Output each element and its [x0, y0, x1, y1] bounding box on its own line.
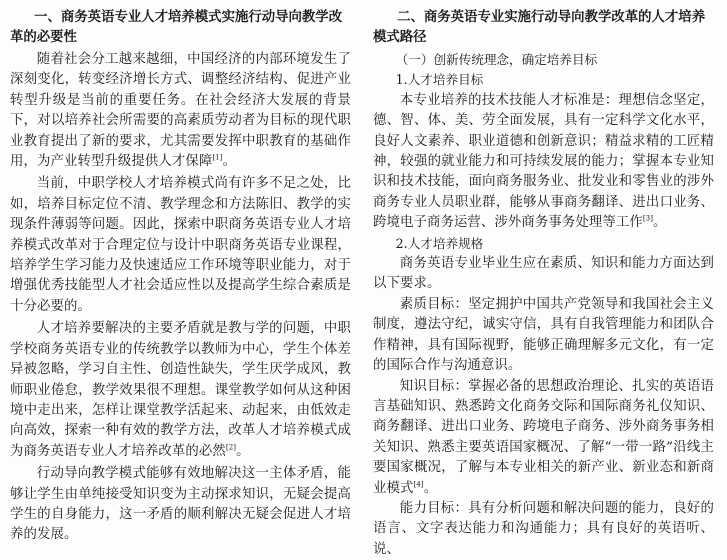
paragraph: 当前，中职学校人才培养模式尚有许多不足之处，比如，培养目标定位不清、教学理念和方法陈旧、教学的实现条件薄弱等问题。因此，探索中职商务英语专业人才培养模式改革对于合理定位与设计中职商务英语专业课程，培养学生学习能力及快速适应工作环境等职业能力，对于增强优秀技能型人才社会适应性以及提高学生综合素质是十分必要的。 [10, 176, 351, 314]
subheading: 2.人才培养规格 [395, 235, 484, 251]
citation-ref: [2] [225, 443, 237, 452]
paragraph: 本专业培养的技术技能人才标准是：理想信念坚定，德、智、体、美、劳全面发展，具有一定科学文化水平，良好人文素养、职业道德和创新意识；精益求精的工匠精神，较强的就业能力和可持续发展的能力；掌握本专业知识和技术技能，面向商务服务业、批发业和零售业的涉外商务专业人员职业群，能够从事商务翻译、进出口业务、跨境电子商务运营、涉外商务事务处理等工作[3]。 [373, 92, 714, 231]
paragraph: 知识目标：掌握必备的思想政治理论、扎实的英语语言基础知识、熟悉跨文化商务交际和国际商务礼仪知识、商务翻译、进出口业务、跨境电子商务、涉外商务事务相关知识、熟悉主要英语国家概况、了解“一带一路”沿线主要国家概况，了解与本专业相关的新产业、新业态和新商业模式[4]。 [373, 378, 714, 496]
subheading: （一）创新传统理念，确定培养目标 [395, 52, 598, 67]
paragraph: 素质目标：坚定拥护中国共产党领导和我国社会主义制度，遵法守纪，诚实守信，具有自我管理能力和团队合作精神，具有国际视野，能够正确理解多元文化，有一定的国际合作与沟通意识。 [373, 296, 714, 374]
citation-ref: [1] [212, 153, 223, 162]
subheading: 1.人才培养目标 [395, 72, 484, 88]
citation-ref: [4] [413, 480, 424, 489]
paragraph: 能力目标：具有分析问题和解决问题的能力，良好的语言、文字表达能力和沟通能力；具有良好的英语听、说、 [373, 500, 714, 557]
left-column [10, 8, 351, 543]
paragraph: 行动导向教学模式能够有效地解决这一主体矛盾，能够让学生由单纯接受知识变为主动探求知识，无疑会提高学生的自身能力，这一矛盾的顺利解决无疑会促进人才培养的发展。 [10, 466, 351, 543]
citation-ref: [3] [642, 214, 654, 223]
section-heading-2: 二、商务英语专业实施行动导向教学改革的人才培养模式路径 [373, 10, 706, 45]
paragraph: 随着社会分工越来越细，中国经济的内部环境发生了深刻变化，转变经济增长方式、调整经济结构、促进产业转型升级是当前的重要任务。在社会经济大发展的背景下，对以培养社会所需要的高素质劳动者为目标的现代职业教育提出了新的要求，尤其需要发挥中职教育的基础作用，为产业转型升级提供人才保障[1]。 [10, 52, 351, 170]
paragraph: 商务英语专业毕业生应在素质、知识和能力方面达到以下要求。 [373, 256, 714, 292]
right-column [373, 8, 714, 557]
paragraph: 人才培养要解决的主要矛盾就是教与学的问题，中职学校商务英语专业的传统教学以教师为中心，学生个体差异被忽略，学习自主性、创造性缺失，学生厌学成风，教师职业倦怠，教学效果很不理想。课堂教学如何从这种困境中走出来，怎样让课堂教学活起来、动起来，由低效走向高效，探索一种有效的教学方法，改革人才培养模式成为商务英语专业人才培养改革的必然[2]。 [10, 321, 351, 459]
section-heading-1: 一、商务英语专业人才培养模式实施行动导向教学改革的必要性 [10, 10, 343, 45]
